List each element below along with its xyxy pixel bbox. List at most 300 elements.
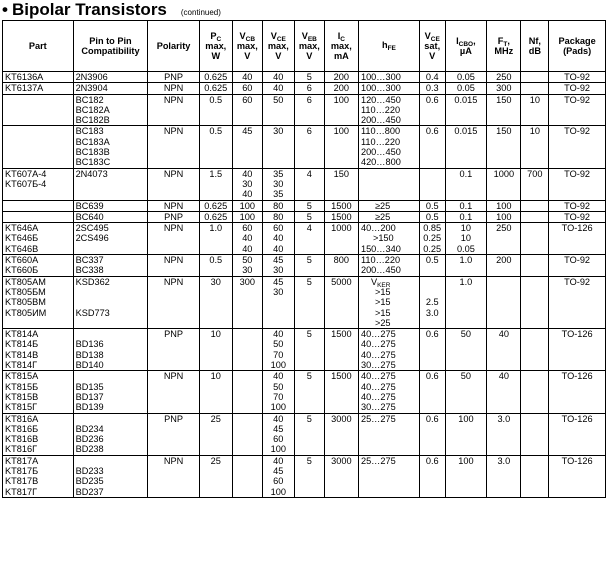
- cell-vcb: [232, 72, 262, 83]
- cell-compat: [73, 126, 148, 168]
- cell-nf: [521, 126, 549, 168]
- cell-compat-value: BD138: [75, 349, 104, 360]
- cell-package-value: TO-126: [561, 223, 593, 234]
- cell-pc-value: 10: [210, 371, 221, 382]
- cell-compat-value: BD137: [75, 391, 104, 402]
- cell-part-value: KT817Б: [5, 465, 39, 476]
- cell-hfe-value: 200…450: [360, 115, 401, 126]
- cell-icbo-value: 0.1: [459, 211, 473, 222]
- cell-compat-value: BD136: [75, 339, 104, 350]
- cell-icbo-value: 0.1: [459, 200, 473, 211]
- cell-ic-value: 3000: [331, 413, 352, 424]
- cell-ft: [487, 72, 521, 83]
- cell-ft-value: 200: [496, 255, 512, 266]
- cell-ic: [324, 223, 358, 255]
- cell-hfe-value: 30…275: [360, 402, 396, 413]
- table-body: [3, 72, 606, 498]
- cell-vce-sat: [419, 329, 445, 371]
- cell-package-value: TO-92: [564, 276, 591, 287]
- cell-vcb-value: 300: [239, 276, 255, 287]
- cell-vcb: [232, 413, 262, 455]
- cell-vce: [262, 255, 294, 277]
- cell-veb: [294, 168, 324, 200]
- cell-ft: [487, 329, 521, 371]
- cell-veb: [294, 329, 324, 371]
- cell-hfe-value: 40…275: [360, 391, 396, 402]
- cell-vcb-value: 40: [242, 243, 253, 254]
- cell-compat: [73, 276, 148, 328]
- cell-nf: [521, 223, 549, 255]
- cell-pc: [199, 455, 232, 497]
- cell-vcb-value: 40: [242, 189, 253, 200]
- cell-package-value: TO-92: [564, 255, 591, 266]
- cell-hfe: [358, 94, 419, 126]
- cell-nf: [521, 255, 549, 277]
- cell-vce-sat-value: 0.6: [425, 126, 439, 137]
- cell-vcb-value: 40: [242, 168, 253, 179]
- col-vcb: $V_{CB}$ max, V: [232, 21, 262, 72]
- cell-part-value: KT660A: [5, 255, 39, 266]
- cell-part-value: KT607Б-4: [5, 178, 47, 189]
- cell-icbo-value: 0.1: [459, 168, 473, 179]
- cell-part-value: KT814Г: [5, 360, 38, 371]
- cell-veb: [294, 211, 324, 222]
- cell-veb: [294, 413, 324, 455]
- cell-icbo-value: 50: [460, 371, 471, 382]
- cell-pc: [199, 168, 232, 200]
- hfe-vker-sub: KER: [377, 281, 391, 289]
- cell-vce-sat: [419, 211, 445, 222]
- cell-nf-value: [523, 255, 546, 265]
- cell-pc: [199, 223, 232, 255]
- cell-part-value: KT816Г: [5, 444, 38, 455]
- cell-hfe: [358, 413, 419, 455]
- cell-vcb: [232, 126, 262, 168]
- cell-polarity: [148, 83, 199, 94]
- cell-vcb-value: 45: [242, 126, 253, 137]
- cell-part-value: KT6137A: [5, 83, 44, 94]
- table-row: [3, 83, 606, 94]
- hfe-vker-label: V: [370, 276, 378, 287]
- cell-polarity: [148, 94, 199, 126]
- cell-veb-value: 5: [306, 329, 312, 340]
- cell-part-value: KT805ИM: [5, 307, 47, 318]
- cell-ft-value: 250: [496, 72, 512, 82]
- cell-icbo: [445, 200, 487, 211]
- cell-vce-sat-value: 0.6: [425, 413, 439, 424]
- cell-polarity-value: NPN: [163, 168, 184, 179]
- cell-part-value: [5, 95, 71, 105]
- cell-polarity: [148, 168, 199, 200]
- cell-vce-sat-value: 2.5: [425, 297, 439, 308]
- cell-vce-sat: [419, 255, 445, 277]
- cell-ic-value: 1500: [331, 211, 352, 222]
- table-row: [3, 200, 606, 211]
- cell-compat: [73, 200, 148, 211]
- cell-pc: [199, 413, 232, 455]
- cell-compat-value: BC338: [75, 265, 104, 276]
- cell-package-value: TO-126: [561, 371, 593, 382]
- cell-hfe-value: 110…800: [360, 126, 401, 137]
- cell-pc: [199, 72, 232, 83]
- cell-hfe-value: >15: [374, 297, 391, 308]
- cell-nf-value: 10: [529, 126, 540, 137]
- cell-polarity: [148, 72, 199, 83]
- cell-nf: [521, 72, 549, 83]
- table-row: [3, 255, 606, 277]
- cell-ic-value: 5000: [331, 276, 352, 287]
- table-row: [3, 455, 606, 497]
- cell-compat-value: 2N3906: [75, 72, 108, 82]
- cell-package: [549, 168, 606, 200]
- cell-ft-value: 300: [496, 83, 512, 94]
- cell-hfe: [358, 200, 419, 211]
- cell-package-value: TO-92: [564, 94, 591, 105]
- cell-polarity: [148, 211, 199, 222]
- cell-veb-value: 6: [306, 126, 312, 137]
- cell-part-value: [5, 126, 71, 136]
- cell-polarity-value: NPN: [163, 255, 184, 266]
- cell-pc-value: 0.625: [204, 200, 228, 211]
- cell-pc-value: 0.625: [204, 211, 228, 222]
- table-row: [3, 94, 606, 126]
- cell-vce: [262, 223, 294, 255]
- cell-vce: [262, 276, 294, 328]
- cell-ic-value: 200: [333, 72, 350, 82]
- cell-vcb-value: 40: [242, 72, 253, 82]
- cell-part: [3, 413, 74, 455]
- cell-vce-sat-value: 0.25: [423, 243, 442, 254]
- cell-icbo: [445, 329, 487, 371]
- cell-package: [549, 83, 606, 94]
- cell-compat-value: BD140: [75, 360, 104, 371]
- cell-ic: [324, 168, 358, 200]
- cell-compat-value: 2SC495: [75, 223, 109, 234]
- cell-hfe-value: 40…200: [360, 223, 396, 234]
- cell-hfe: [358, 168, 419, 200]
- cell-pc-value: 0.5: [209, 255, 223, 266]
- cell-vce-value: 60: [273, 223, 284, 234]
- cell-vce-sat: [419, 371, 445, 413]
- cell-ft: [487, 371, 521, 413]
- col-hfe: $h_{FE}$: [358, 21, 419, 72]
- cell-hfe-value: 110…220: [360, 104, 401, 115]
- cell-vce-value: 35: [273, 189, 284, 200]
- cell-vcb: [232, 455, 262, 497]
- cell-pc: [199, 126, 232, 168]
- cell-part-value: KT814B: [5, 349, 39, 360]
- cell-veb: [294, 223, 324, 255]
- cell-nf: [521, 413, 549, 455]
- cell-ic: [324, 200, 358, 211]
- cell-icbo-value: 0.05: [456, 83, 475, 94]
- cell-hfe: [358, 329, 419, 371]
- cell-veb: [294, 200, 324, 211]
- cell-vce-sat: [419, 413, 445, 455]
- cell-hfe-value: ≥25: [374, 211, 391, 222]
- cell-compat-value: BD236: [75, 434, 104, 445]
- cell-nf-value: 700: [527, 168, 543, 179]
- cell-ic: [324, 72, 358, 83]
- cell-nf: [521, 200, 549, 211]
- cell-veb-value: 6: [306, 83, 312, 94]
- cell-part-value: KT815Б: [5, 381, 39, 392]
- cell-vce-value: 80: [273, 200, 284, 211]
- cell-ft-value: 1000: [493, 168, 515, 179]
- cell-ft-value: 250: [496, 223, 512, 234]
- cell-part-value: KT817B: [5, 476, 39, 487]
- cell-pc-value: 0.625: [204, 72, 228, 82]
- cell-icbo: [445, 455, 487, 497]
- cell-vcb-value: [235, 329, 260, 339]
- col-vce-sat: $V_{CE}$ sat, V: [419, 21, 445, 72]
- cell-vce-sat-value: 3.0: [425, 307, 439, 318]
- cell-polarity: [148, 371, 199, 413]
- cell-vcb-value: [235, 456, 260, 466]
- cell-veb: [294, 126, 324, 168]
- cell-vcb-value: 30: [242, 178, 253, 189]
- cell-pc: [199, 329, 232, 371]
- cell-vce-sat-value: 0.6: [425, 329, 439, 340]
- cell-icbo-value: 0.05: [456, 243, 475, 254]
- cell-part-value: KT805AM: [5, 276, 46, 287]
- cell-part-value: KT660Б: [5, 265, 39, 276]
- cell-package-value: TO-126: [561, 455, 593, 466]
- cell-ft-value: 100: [496, 211, 512, 222]
- cell-vcb: [232, 371, 262, 413]
- table-row: [3, 223, 606, 255]
- cell-hfe-value: 420…800: [360, 157, 401, 168]
- cell-vcb: [232, 255, 262, 277]
- cell-hfe-value: 40…275: [360, 381, 396, 392]
- cell-hfe: [358, 72, 419, 83]
- cell-nf-value: [523, 371, 546, 381]
- cell-part-value: KT817Г: [5, 486, 38, 497]
- cell-vce-value: 50: [273, 94, 284, 105]
- cell-nf-value: [523, 277, 546, 287]
- cell-vce-sat-value: 0.4: [425, 72, 439, 82]
- cell-hfe-value: 40…275: [360, 371, 396, 382]
- cell-ft: [487, 413, 521, 455]
- cell-vce-value: 70: [273, 349, 284, 360]
- cell-part-value: [5, 201, 71, 211]
- cell-part-value: KT646Б: [5, 233, 39, 244]
- cell-nf: [521, 329, 549, 371]
- cell-vce-sat-value: 0.5: [425, 255, 439, 266]
- cell-part: [3, 255, 74, 277]
- bullet-icon: •: [2, 0, 8, 19]
- cell-pc-value: 30: [210, 276, 221, 287]
- title-row: [0, 0, 608, 20]
- cell-ft: [487, 255, 521, 277]
- cell-icbo-value: 10: [460, 233, 471, 244]
- cell-compat-value: BD237: [75, 486, 104, 497]
- col-pc: $P_C$ max, W: [199, 21, 232, 72]
- col-pin-compat: Pin to Pin Compatibility: [73, 21, 148, 72]
- cell-nf-value: [523, 201, 546, 211]
- table-row: [3, 371, 606, 413]
- cell-icbo: [445, 83, 487, 94]
- table-row: [3, 329, 606, 371]
- cell-icbo-value: 1.0: [459, 255, 473, 266]
- cell-vce-value: 100: [270, 402, 286, 413]
- cell-vce-value: 70: [273, 391, 284, 402]
- cell-hfe-value: 100…300: [360, 72, 401, 82]
- cell-nf-value: [523, 223, 546, 233]
- col-icbo: $I_{CBO}$, µA: [445, 21, 487, 72]
- cell-vcb: [232, 329, 262, 371]
- col-ic: $I_C$ max, mA: [324, 21, 358, 72]
- cell-pc-value: 1.0: [209, 223, 223, 234]
- cell-compat: [73, 83, 148, 94]
- cell-ft: [487, 94, 521, 126]
- cell-hfe-value: 40…275: [360, 339, 396, 350]
- cell-compat-value: 2CS496: [75, 233, 109, 244]
- cell-compat-value: BC182B: [75, 115, 110, 126]
- cell-ic: [324, 371, 358, 413]
- cell-ft-value: [489, 277, 518, 287]
- cell-ic-value: 1500: [331, 371, 352, 382]
- cell-icbo: [445, 94, 487, 126]
- cell-hfe: [358, 276, 419, 328]
- cell-polarity-value: PNP: [164, 413, 183, 424]
- cell-ic-value: 200: [333, 83, 350, 94]
- page-title: Bipolar Transistors: [11, 0, 167, 19]
- cell-vcb: [232, 223, 262, 255]
- cell-vce-value: 40: [273, 83, 284, 94]
- cell-icbo: [445, 72, 487, 83]
- cell-pc-value: 0.625: [204, 83, 228, 94]
- cell-part-value: KT816B: [5, 434, 39, 445]
- cell-hfe: [358, 371, 419, 413]
- cell-part-value: KT815B: [5, 391, 39, 402]
- cell-package-value: TO-92: [564, 83, 591, 94]
- cell-package: [549, 329, 606, 371]
- cell-compat: [73, 371, 148, 413]
- cell-nf: [521, 371, 549, 413]
- cell-veb-value: 5: [306, 200, 312, 211]
- cell-compat: [73, 72, 148, 83]
- table-row: [3, 413, 606, 455]
- cell-vce-sat: [419, 83, 445, 94]
- cell-vcb: [232, 168, 262, 200]
- cell-vcb-value: 100: [239, 200, 255, 211]
- cell-icbo-value: 100: [458, 455, 474, 466]
- cell-compat: [73, 211, 148, 222]
- cell-vce-sat-value: [422, 277, 443, 287]
- cell-vce-value: 35: [273, 168, 284, 179]
- col-vce: $V_{CE}$ max, V: [262, 21, 294, 72]
- cell-part-value: KT816Б: [5, 423, 39, 434]
- cell-package: [549, 126, 606, 168]
- cell-hfe-value: 120…450: [360, 94, 401, 105]
- cell-vce-value: 40: [273, 243, 284, 254]
- cell-hfe: [358, 126, 419, 168]
- cell-ft-value: 150: [496, 94, 512, 105]
- cell-polarity: [148, 200, 199, 211]
- cell-part-value: KT815Г: [5, 402, 38, 413]
- cell-veb-value: 5: [306, 72, 312, 82]
- cell-vce: [262, 413, 294, 455]
- cell-vcb-value: 60: [242, 94, 253, 105]
- cell-vce-value: 40: [273, 72, 284, 82]
- cell-part-value: KT607A-4: [5, 168, 47, 179]
- cell-part-value: KT815A: [5, 371, 39, 382]
- cell-part: [3, 83, 74, 94]
- cell-nf: [521, 276, 549, 328]
- cell-polarity-value: NPN: [163, 126, 184, 137]
- cell-polarity: [148, 329, 199, 371]
- cell-vce-value: 40: [273, 371, 284, 382]
- cell-hfe-value: 110…220: [360, 255, 401, 266]
- cell-icbo: [445, 126, 487, 168]
- cell-ft-value: 3.0: [497, 413, 511, 424]
- cell-vcb-value: 30: [242, 265, 253, 276]
- cell-part-value: [5, 212, 71, 222]
- cell-vce: [262, 329, 294, 371]
- cell-compat-value: BC183A: [75, 136, 110, 147]
- cell-hfe: [358, 455, 419, 497]
- cell-polarity-value: PNP: [164, 329, 183, 340]
- cell-icbo: [445, 211, 487, 222]
- cell-icbo-value: 0.015: [454, 94, 478, 105]
- cell-polarity-value: NPN: [163, 83, 184, 94]
- cell-ic-value: 100: [333, 94, 350, 105]
- cell-vce-value: 80: [273, 211, 284, 222]
- cell-vce-sat-value: 0.3: [425, 83, 439, 94]
- cell-ic: [324, 94, 358, 126]
- cell-vce-sat: [419, 223, 445, 255]
- cell-vce-value: 100: [270, 444, 286, 455]
- cell-part-value: KT814A: [5, 329, 39, 340]
- cell-icbo: [445, 276, 487, 328]
- cell-vcb: [232, 200, 262, 211]
- cell-compat: [73, 455, 148, 497]
- cell-part-value: KT814Б: [5, 339, 39, 350]
- cell-ic-value: 100: [333, 126, 350, 137]
- cell-part-value: KT6136A: [5, 72, 44, 82]
- cell-vcb-value: [235, 371, 260, 381]
- cell-veb-value: 5: [306, 276, 312, 287]
- cell-polarity-value: NPN: [163, 200, 184, 211]
- cell-vce-sat: [419, 455, 445, 497]
- cell-package: [549, 94, 606, 126]
- cell-compat-value: BD234: [75, 423, 104, 434]
- cell-polarity-value: PNP: [164, 211, 183, 222]
- cell-hfe-value: 110…220: [360, 136, 401, 147]
- cell-vce-value: 40: [273, 329, 284, 340]
- cell-vce-value: 60: [273, 434, 284, 445]
- cell-ft-value: 40: [498, 371, 509, 382]
- cell-nf-value: [523, 83, 546, 93]
- cell-icbo-value: 1.0: [459, 276, 473, 287]
- cell-hfe-value: >15: [374, 307, 391, 318]
- cell-vce-sat-value: 0.6: [425, 455, 439, 466]
- cell-vce-sat: [419, 276, 445, 328]
- cell-vce-sat-value: [422, 169, 443, 179]
- cell-veb-value: 5: [306, 211, 312, 222]
- cell-compat-value: BD235: [75, 476, 104, 487]
- cell-ft-value: 40: [498, 329, 509, 340]
- cell-ic-value: 1500: [331, 329, 352, 340]
- cell-vcb-value: 60: [242, 83, 253, 94]
- cell-veb-value: 4: [306, 223, 312, 234]
- page-subtitle: (continued): [180, 8, 221, 17]
- cell-pc: [199, 211, 232, 222]
- cell-package-value: TO-92: [564, 200, 591, 211]
- cell-polarity-value: NPN: [163, 276, 184, 287]
- cell-ic: [324, 276, 358, 328]
